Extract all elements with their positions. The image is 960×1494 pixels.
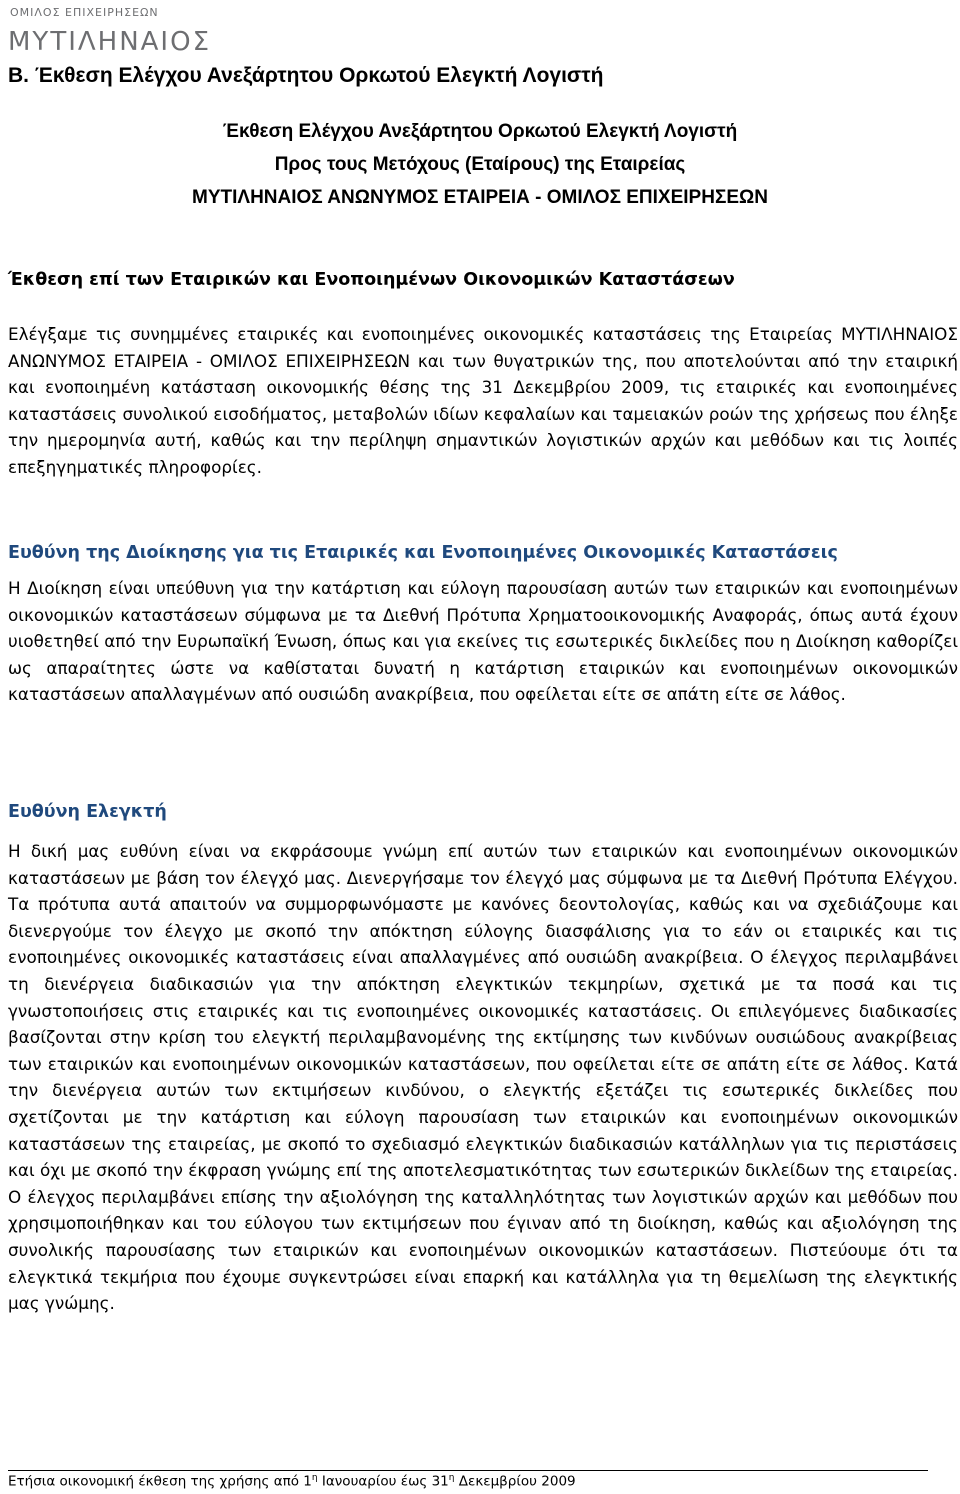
- intro-paragraph: Ελέγξαμε τις συνημμένες εταιρικές και ενοποιημένες οικονομικές καταστάσεις της Εταιρείας ΜΥΤΙΛΗΝΑΙΟΣ ΑΝΩΝΥΜΟΣ ΕΤΑΙΡΕΙΑ - ΟΜΙΛΟΣ ΕΠΙΧΕΙΡΗΣΕΩΝ και των θυγατρικών της, που αποτελούνται από την εταιρική και ενοποιημένη κατάσταση οικονομικής θέσης της 31 Δεκεμβρίου 2009, τις εταιρικές και ενοποιημένες καταστάσεις συνολικού εισοδήματος, μεταβολών ιδίων κεφαλαίων και ταμειακών ροών της χρήσεως που έληξε την ημερομηνία αυτή, καθώς και την περίληψη σημαντικών λογιστικών αρχών και μεθόδων και τις λοιπές επεξηγηματικές πληροφορίες.: [8, 324, 958, 477]
- logo-main-text: ΜΥΤΙΛΗΝΑΙΟΣ: [8, 27, 211, 57]
- footer-divider: [8, 1470, 928, 1471]
- footer-prefix: Ετήσια οικονομική έκθεση της χρήσης από 1: [8, 1473, 312, 1490]
- logo-top-text: ΟΜΙΛΟΣ ΕΠΙΧΕΙΡΗΣΕΩΝ: [10, 6, 159, 19]
- management-heading: Ευθύνη της Διοίκησης για τις Εταιρικές και Ενοποιημένες Οικονομικές Καταστάσεις: [8, 543, 838, 563]
- report-title-block: [0, 115, 960, 214]
- management-paragraph: Η Διοίκηση είναι υπεύθυνη για την κατάρτιση και εύλογη παρουσίαση αυτών των εταιρικών και ενοποιημένων οικονομικών καταστάσεων σύμφωνα με τα Διεθνή Πρότυπα Χρηματοοικονομικής Αναφοράς, όπως αυτά έχουν υιοθετηθεί από την Ευρωπαϊκή Ένωση, όπως και για εκείνες τις εσωτερικές δικλείδες που η Διοίκηση καθορίζει ως απαραίτητες ώστε να καθίσταται δυνατή η κατάρτιση εταιρικών και ενοποιημένων οικονομικών καταστάσεων απαλλαγμένων από ουσιώδη ανακρίβεια, που οφείλεται είτε σε απάτη είτε σε λάθος.: [8, 578, 958, 705]
- report-title-line2: Προς τους Μετόχους (Εταίρους) της Εταιρείας: [274, 154, 686, 175]
- company-logo: [8, 6, 258, 57]
- report-title-line3: ΜΥΤΙΛΗΝΑΙΟΣ ΑΝΩΝΥΜΟΣ ΕΤΑΙΡΕΙΑ - ΟΜΙΛΟΣ ΕΠΙΧΕΙΡΗΣΕΩΝ: [192, 187, 768, 208]
- footer-suffix: Δεκεμβρίου 2009: [454, 1473, 576, 1490]
- report-heading: Έκθεση επί των Εταιρικών και Ενοποιημένων Οικονομικών Καταστάσεων: [8, 270, 735, 290]
- footer-middle: Ιανουαρίου έως 31: [317, 1473, 449, 1490]
- footer-sup2: η: [448, 1473, 455, 1483]
- auditor-heading: Ευθύνη Ελεγκτή: [8, 802, 167, 822]
- report-title-line1: Έκθεση Ελέγχου Ανεξάρτητου Ορκωτού Ελεγκτή Λογιστή: [222, 121, 738, 142]
- footer-sup1: η: [311, 1473, 318, 1483]
- section-heading: B. Έκθεση Ελέγχου Ανεξάρτητου Ορκωτού Ελεγκτή Λογιστή: [8, 64, 604, 87]
- page-footer: [8, 1473, 576, 1490]
- auditor-paragraph: Η δική μας ευθύνη είναι να εκφράσουμε γνώμη επί αυτών των εταιρικών και ενοποιημένων οικονομικών καταστάσεων με βάση τον έλεγχό μας. Διενεργήσαμε τον έλεγχό μας σύμφωνα με τα Διεθνή Πρότυπα Ελέγχου. Τα πρότυπα αυτά απαιτούν να συμμορφωνόμαστε με κανόνες δεοντολογίας, καθώς και να σχεδιάζουμε και διενεργούμε τον έλεγχο με σκοπό την απόκτηση εύλογης διασφάλισης για το εάν οι εταιρικές και τις ενοποιημένες οικονομικές καταστάσεις είναι απαλλαγμένες από ουσιώδη ανακρίβεια. Ο έλεγχος περιλαμβάνει τη διενέργεια διαδικασιών για την απόκτηση ελεγκτικών τεκμηρίων, σχετικά με τα ποσά και τις γνωστοποιήσεις στις εταιρικές και τις ενοποιημένες οικονομικές καταστάσεις. Οι επιλεγόμενες διαδικασίες βασίζονται στην κρίση του ελεγκτή περιλαμβανομένης της εκτίμησης των κινδύνων ουσιώδους ανακρίβειας των εταιρικών και ενοποιημένων οικονομικών καταστάσεων, που οφείλεται είτε σε απάτη είτε σε λάθος. Κατά την διενέργεια αυτών των εκτιμήσεων κινδύνου, ο ελεγκτής εξετάζει τις εσωτερικές δικλείδες που σχετίζονται με την κατάρτιση και εύλογη παρουσίαση των εταιρικών και ενοποιημένων οικονομικών καταστάσεων της εταιρείας, με σκοπό το σχεδιασμό ελεγκτικών διαδικασιών κατάλληλων για τις περιστάσεις και όχι με σκοπό την έκφραση γνώμης επί της αποτελεσματικότητας των εσωτερικών δικλείδων της εταιρείας. Ο έλεγχος περιλαμβάνει επίσης την αξιολόγηση της καταλληλότητας των λογιστικών αρχών και μεθόδων που χρησιμοποιήθηκαν και του εύλογου των εκτιμήσεων που έγιναν από τη διοίκηση, καθώς και αξιολόγηση της συνολικής παρουσίασης των εταιρικών και ενοποιημένων οικονομικών καταστάσεων. Πιστεύουμε ότι τα ελεγκτικά τεκμήρια που έχουμε συγκεντρώσει είναι επαρκή και κατάλληλα για τη θεμελίωση της ελεγκτικής μας γνώμης.: [8, 841, 958, 1314]
